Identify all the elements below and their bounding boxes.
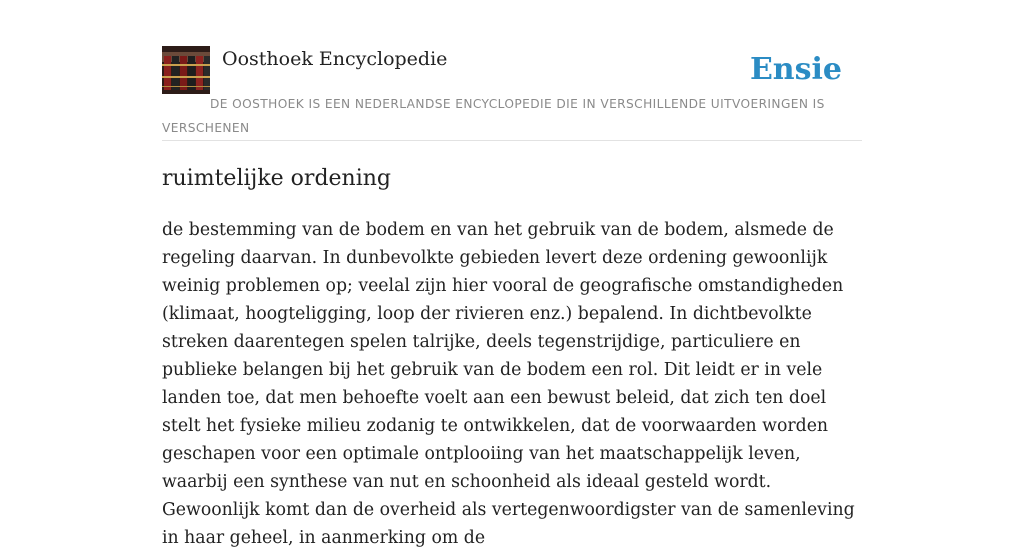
book-spines-icon [162, 46, 210, 94]
article-body: de bestemming van de bodem en van het gebruik van de bodem, alsmede de regeling daarvan. In dunbevolkte gebieden levert deze ordening gewoonlijk weinig problemen op; veelal zijn hier vooral de geografische omstandigheden (klimaat, hoogteligging, loop der rivieren enz.) bepalend. In dichtbevolkte streken daarentegen spelen talrijke, deels tegenstrijdige, particuliere en publieke belangen bij het gebruik van de bodem een rol. Dit leidt er in vele landen toe, dat men behoefte voelt aan een bewust beleid, dat zich ten doel stelt het fysieke milieu zodanig te ontwikkelen, dat de voorwaarden worden geschapen voor een optimale ontplooiing van het maatschappelijk leven, waarbij een synthese van nut en schoonheid als ideaal gesteld wordt. Gewoonlijk komt dan de overheid als vertegenwoordigster van de samenleving in haar geheel, in aanmerking om de [162, 220, 855, 548]
avatar[interactable] [162, 46, 210, 94]
site-name[interactable]: Oosthoek Encyclopedie [222, 48, 448, 70]
ensie-logo[interactable]: Ensie [749, 52, 842, 87]
site-tagline: DE OOSTHOEK IS EEN NEDERLANDSE ENCYCLOPEDIE DIE IN VERSCHILLENDE UITVOERINGEN IS VERSCHENEN [162, 97, 825, 135]
site-header [162, 46, 862, 141]
article-title: ruimtelijke ordening [162, 166, 392, 191]
